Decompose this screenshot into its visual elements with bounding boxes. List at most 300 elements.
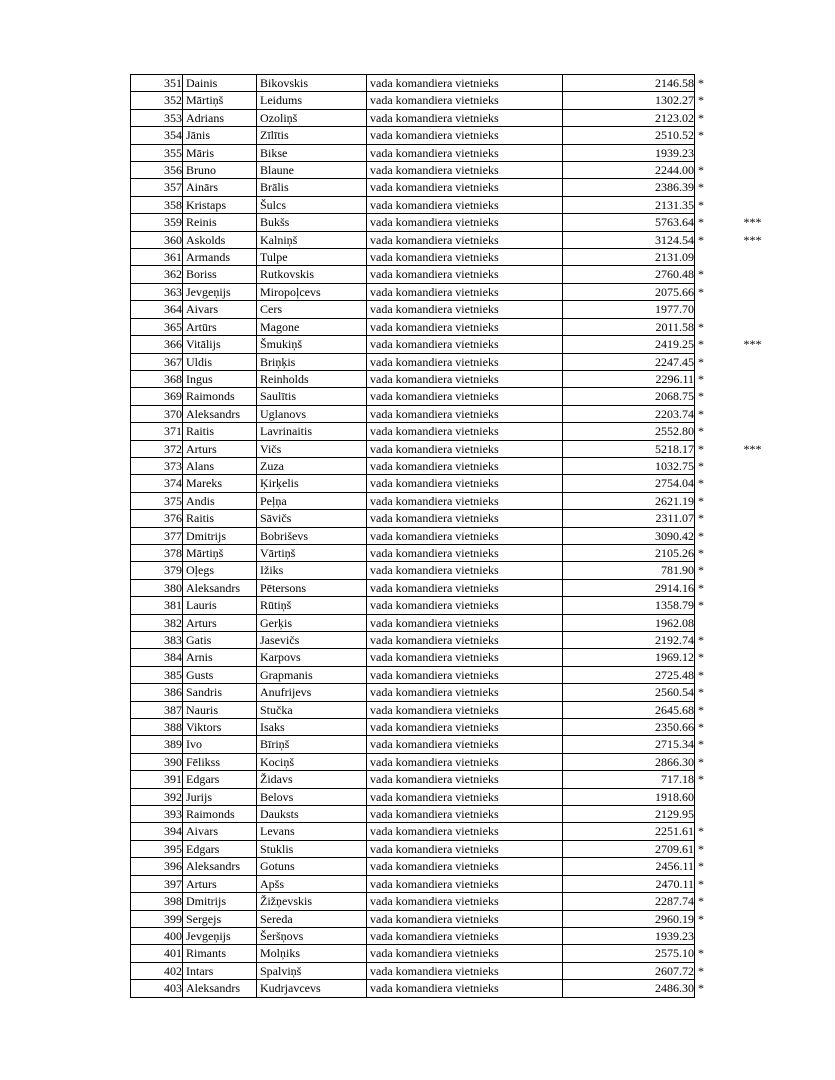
last-name: Rutkovskis [257, 266, 367, 283]
last-name: Židavs [257, 771, 367, 788]
amount: 2105.26 [563, 544, 695, 561]
flag-marker: * [698, 406, 704, 421]
table-row [131, 962, 762, 979]
table-row [131, 597, 762, 614]
flag-marker: * [698, 772, 704, 787]
note-marker [719, 492, 762, 509]
row-number: 403 [131, 980, 183, 997]
flag-marker: * [698, 128, 704, 143]
last-name: Lavrinaitis [257, 423, 367, 440]
flag-marker: * [698, 981, 704, 996]
table-row [131, 684, 762, 701]
last-name: Jasevičs [257, 632, 367, 649]
first-name: Ingus [183, 370, 257, 387]
amount: 2192.74 [563, 632, 695, 649]
salary-table [130, 74, 762, 998]
table-row [131, 788, 762, 805]
amount: 1977.70 [563, 301, 695, 318]
first-name: Ivo [183, 736, 257, 753]
table-row [131, 231, 762, 248]
last-name: Apšs [257, 875, 367, 892]
position: vada komandiera vietnieks [367, 179, 563, 196]
note-marker [719, 475, 762, 492]
note-marker [719, 144, 762, 161]
note-marker [719, 579, 762, 596]
amount: 2914.16 [563, 579, 695, 596]
note-marker [719, 527, 762, 544]
position: vada komandiera vietnieks [367, 196, 563, 213]
position: vada komandiera vietnieks [367, 910, 563, 927]
note-marker [719, 544, 762, 561]
table-row [131, 719, 762, 736]
note-marker [719, 423, 762, 440]
row-number: 390 [131, 753, 183, 770]
flag-marker: * [698, 946, 704, 961]
flag-marker: * [698, 284, 704, 299]
first-name: Dainis [183, 75, 257, 92]
table-row [131, 840, 762, 857]
first-name: Rimants [183, 945, 257, 962]
first-name: Boriss [183, 266, 257, 283]
first-name: Artūrs [183, 318, 257, 335]
amount: 2386.39 [563, 179, 695, 196]
flag-marker: * [698, 511, 704, 526]
position: vada komandiera vietnieks [367, 249, 563, 266]
note-marker [719, 806, 762, 823]
table-row [131, 162, 762, 179]
last-name: Vičs [257, 440, 367, 457]
flag-marker [695, 249, 719, 266]
table-row [131, 893, 762, 910]
position: vada komandiera vietnieks [367, 649, 563, 666]
amount: 2607.72 [563, 962, 695, 979]
table-row [131, 92, 762, 109]
row-number: 378 [131, 544, 183, 561]
table-row [131, 632, 762, 649]
note-marker [719, 858, 762, 875]
flag-marker: * [698, 685, 704, 700]
position: vada komandiera vietnieks [367, 127, 563, 144]
first-name: Aleksandrs [183, 858, 257, 875]
last-name: Vārtiņš [257, 544, 367, 561]
amount: 2296.11 [563, 370, 695, 387]
position: vada komandiera vietnieks [367, 231, 563, 248]
table-row [131, 283, 762, 300]
first-name: Dmitrijs [183, 527, 257, 544]
position: vada komandiera vietnieks [367, 962, 563, 979]
table-row [131, 858, 762, 875]
flag-marker: * [698, 598, 704, 613]
flag-marker: * [698, 441, 704, 456]
note-marker [719, 318, 762, 335]
last-name: Kociņš [257, 753, 367, 770]
first-name: Arturs [183, 440, 257, 457]
note-marker [719, 266, 762, 283]
row-number: 392 [131, 788, 183, 805]
flag-marker: * [698, 476, 704, 491]
amount: 2560.54 [563, 684, 695, 701]
flag-marker: * [698, 424, 704, 439]
note-marker [719, 910, 762, 927]
table-row [131, 249, 762, 266]
row-number: 396 [131, 858, 183, 875]
table-row [131, 127, 762, 144]
row-number: 373 [131, 457, 183, 474]
table-row [131, 736, 762, 753]
note-marker [719, 75, 762, 92]
amount: 3124.54 [563, 231, 695, 248]
note-marker [719, 196, 762, 213]
row-number: 361 [131, 249, 183, 266]
first-name: Raitis [183, 423, 257, 440]
last-name: Gotuns [257, 858, 367, 875]
position: vada komandiera vietnieks [367, 475, 563, 492]
first-name: Andis [183, 492, 257, 509]
position: vada komandiera vietnieks [367, 492, 563, 509]
amount: 2011.58 [563, 318, 695, 335]
note-marker [719, 701, 762, 718]
position: vada komandiera vietnieks [367, 336, 563, 353]
row-number: 376 [131, 510, 183, 527]
row-number: 367 [131, 353, 183, 370]
position: vada komandiera vietnieks [367, 353, 563, 370]
first-name: Mārtiņš [183, 544, 257, 561]
first-name: Aleksandrs [183, 405, 257, 422]
amount: 2123.02 [563, 109, 695, 126]
table-row [131, 945, 762, 962]
row-number: 364 [131, 301, 183, 318]
amount: 2470.11 [563, 875, 695, 892]
position: vada komandiera vietnieks [367, 214, 563, 231]
flag-marker: * [698, 720, 704, 735]
table-row [131, 875, 762, 892]
amount: 1939.23 [563, 144, 695, 161]
last-name: Stučka [257, 701, 367, 718]
first-name: Fēlikss [183, 753, 257, 770]
first-name: Lauris [183, 597, 257, 614]
last-name: Bīriņš [257, 736, 367, 753]
last-name: Zīlītis [257, 127, 367, 144]
last-name: Magone [257, 318, 367, 335]
first-name: Adrians [183, 109, 257, 126]
last-name: Kudrjavcevs [257, 980, 367, 997]
table-row [131, 109, 762, 126]
amount: 1939.23 [563, 927, 695, 944]
note-marker [719, 109, 762, 126]
amount: 2247.45 [563, 353, 695, 370]
position: vada komandiera vietnieks [367, 162, 563, 179]
last-name: Zuza [257, 457, 367, 474]
amount: 2131.09 [563, 249, 695, 266]
amount: 2510.52 [563, 127, 695, 144]
first-name: Kristaps [183, 196, 257, 213]
position: vada komandiera vietnieks [367, 283, 563, 300]
last-name: Šmukiņš [257, 336, 367, 353]
last-name: Žižņevskis [257, 893, 367, 910]
amount: 1969.12 [563, 649, 695, 666]
note-marker [719, 719, 762, 736]
last-name: Ozoliņš [257, 109, 367, 126]
row-number: 397 [131, 875, 183, 892]
first-name: Mārtiņš [183, 92, 257, 109]
row-number: 387 [131, 701, 183, 718]
last-name: Peļņa [257, 492, 367, 509]
flag-marker: * [698, 389, 704, 404]
note-marker [719, 179, 762, 196]
first-name: Aivars [183, 301, 257, 318]
flag-marker: * [698, 737, 704, 752]
table-row [131, 806, 762, 823]
row-number: 384 [131, 649, 183, 666]
flag-marker: * [698, 371, 704, 386]
last-name: Grapmanis [257, 666, 367, 683]
note-marker [719, 388, 762, 405]
amount: 2960.19 [563, 910, 695, 927]
position: vada komandiera vietnieks [367, 405, 563, 422]
position: vada komandiera vietnieks [367, 684, 563, 701]
first-name: Viktors [183, 719, 257, 736]
last-name: Cers [257, 301, 367, 318]
amount: 2866.30 [563, 753, 695, 770]
last-name: Uglanovs [257, 405, 367, 422]
note-marker [719, 597, 762, 614]
amount: 2311.07 [563, 510, 695, 527]
note-marker [719, 249, 762, 266]
first-name: Dmitrijs [183, 893, 257, 910]
row-number: 358 [131, 196, 183, 213]
position: vada komandiera vietnieks [367, 544, 563, 561]
row-number: 400 [131, 927, 183, 944]
row-number: 366 [131, 336, 183, 353]
position: vada komandiera vietnieks [367, 875, 563, 892]
table-row [131, 179, 762, 196]
amount: 5763.64 [563, 214, 695, 231]
note-marker [719, 127, 762, 144]
first-name: Aivars [183, 823, 257, 840]
last-name: Šulcs [257, 196, 367, 213]
position: vada komandiera vietnieks [367, 736, 563, 753]
last-name: Spalviņš [257, 962, 367, 979]
flag-marker: * [698, 458, 704, 473]
amount: 1358.79 [563, 597, 695, 614]
row-number: 391 [131, 771, 183, 788]
last-name: Levans [257, 823, 367, 840]
amount: 781.90 [563, 562, 695, 579]
row-number: 369 [131, 388, 183, 405]
note-marker [719, 92, 762, 109]
first-name: Raimonds [183, 388, 257, 405]
row-number: 370 [131, 405, 183, 422]
note-marker [719, 962, 762, 979]
position: vada komandiera vietnieks [367, 440, 563, 457]
flag-marker: * [698, 197, 704, 212]
row-number: 383 [131, 632, 183, 649]
flag-marker: * [698, 841, 704, 856]
position: vada komandiera vietnieks [367, 423, 563, 440]
first-name: Arnis [183, 649, 257, 666]
amount: 2146.58 [563, 75, 695, 92]
note-marker [719, 875, 762, 892]
note-marker: *** [743, 232, 762, 247]
flag-marker [695, 144, 719, 161]
note-marker [719, 893, 762, 910]
flag-marker [695, 301, 719, 318]
row-number: 385 [131, 666, 183, 683]
row-number: 372 [131, 440, 183, 457]
row-number: 380 [131, 579, 183, 596]
row-number: 363 [131, 283, 183, 300]
flag-marker: * [698, 824, 704, 839]
row-number: 359 [131, 214, 183, 231]
note-marker [719, 771, 762, 788]
note-marker [719, 370, 762, 387]
position: vada komandiera vietnieks [367, 840, 563, 857]
first-name: Edgars [183, 840, 257, 857]
amount: 2203.74 [563, 405, 695, 422]
flag-marker: * [698, 754, 704, 769]
last-name: Gerķis [257, 614, 367, 631]
amount: 1302.27 [563, 92, 695, 109]
position: vada komandiera vietnieks [367, 562, 563, 579]
last-name: Sereda [257, 910, 367, 927]
row-number: 356 [131, 162, 183, 179]
last-name: Šeršņovs [257, 927, 367, 944]
row-number: 360 [131, 231, 183, 248]
table-row [131, 318, 762, 335]
row-number: 382 [131, 614, 183, 631]
amount: 2754.04 [563, 475, 695, 492]
table-row [131, 353, 762, 370]
position: vada komandiera vietnieks [367, 388, 563, 405]
first-name: Jānis [183, 127, 257, 144]
flag-marker: * [698, 650, 704, 665]
position: vada komandiera vietnieks [367, 927, 563, 944]
position: vada komandiera vietnieks [367, 753, 563, 770]
last-name: Kalniņš [257, 231, 367, 248]
note-marker [719, 788, 762, 805]
flag-marker [695, 927, 719, 944]
last-name: Bikovskis [257, 75, 367, 92]
amount: 2575.10 [563, 945, 695, 962]
note-marker [719, 510, 762, 527]
table-row [131, 980, 762, 997]
first-name: Armands [183, 249, 257, 266]
amount: 2131.35 [563, 196, 695, 213]
row-number: 381 [131, 597, 183, 614]
note-marker [719, 736, 762, 753]
table-row [131, 457, 762, 474]
table-row [131, 196, 762, 213]
position: vada komandiera vietnieks [367, 144, 563, 161]
row-number: 394 [131, 823, 183, 840]
row-number: 357 [131, 179, 183, 196]
table-row [131, 614, 762, 631]
position: vada komandiera vietnieks [367, 788, 563, 805]
first-name: Intars [183, 962, 257, 979]
amount: 2419.25 [563, 336, 695, 353]
last-name: Reinholds [257, 370, 367, 387]
position: vada komandiera vietnieks [367, 945, 563, 962]
flag-marker: * [698, 337, 704, 352]
row-number: 353 [131, 109, 183, 126]
last-name: Molņiks [257, 945, 367, 962]
table-row [131, 440, 762, 457]
note-marker [719, 666, 762, 683]
flag-marker: * [698, 93, 704, 108]
last-name: Isaks [257, 719, 367, 736]
note-marker [719, 405, 762, 422]
position: vada komandiera vietnieks [367, 266, 563, 283]
last-name: Brālis [257, 179, 367, 196]
note-marker [719, 823, 762, 840]
flag-marker: * [698, 528, 704, 543]
flag-marker: * [698, 180, 704, 195]
position: vada komandiera vietnieks [367, 75, 563, 92]
flag-marker: * [698, 963, 704, 978]
position: vada komandiera vietnieks [367, 527, 563, 544]
table-row [131, 75, 762, 92]
note-marker [719, 283, 762, 300]
note-marker [719, 980, 762, 997]
position: vada komandiera vietnieks [367, 597, 563, 614]
last-name: Anufrijevs [257, 684, 367, 701]
last-name: Rūtiņš [257, 597, 367, 614]
note-marker [719, 649, 762, 666]
position: vada komandiera vietnieks [367, 614, 563, 631]
first-name: Aleksandrs [183, 980, 257, 997]
table-row [131, 771, 762, 788]
position: vada komandiera vietnieks [367, 823, 563, 840]
row-number: 365 [131, 318, 183, 335]
position: vada komandiera vietnieks [367, 980, 563, 997]
table-row [131, 753, 762, 770]
row-number: 352 [131, 92, 183, 109]
flag-marker: * [698, 76, 704, 90]
last-name: Briņķis [257, 353, 367, 370]
note-marker [719, 301, 762, 318]
note-marker [719, 684, 762, 701]
row-number: 401 [131, 945, 183, 962]
last-name: Stuklis [257, 840, 367, 857]
amount: 2715.34 [563, 736, 695, 753]
row-number: 395 [131, 840, 183, 857]
table-row [131, 544, 762, 561]
row-number: 375 [131, 492, 183, 509]
last-name: Pētersons [257, 579, 367, 596]
last-name: Bobriševs [257, 527, 367, 544]
row-number: 389 [131, 736, 183, 753]
flag-marker: * [698, 319, 704, 334]
note-marker [719, 945, 762, 962]
amount: 2486.30 [563, 980, 695, 997]
position: vada komandiera vietnieks [367, 858, 563, 875]
position: vada komandiera vietnieks [367, 666, 563, 683]
note-marker [719, 632, 762, 649]
table-row [131, 649, 762, 666]
flag-marker: * [698, 667, 704, 682]
row-number: 362 [131, 266, 183, 283]
position: vada komandiera vietnieks [367, 806, 563, 823]
flag-marker: * [698, 580, 704, 595]
last-name: Tulpe [257, 249, 367, 266]
amount: 2251.61 [563, 823, 695, 840]
position: vada komandiera vietnieks [367, 632, 563, 649]
row-number: 351 [131, 75, 183, 92]
table-row [131, 266, 762, 283]
last-name: Ķirķelis [257, 475, 367, 492]
position: vada komandiera vietnieks [367, 893, 563, 910]
position: vada komandiera vietnieks [367, 318, 563, 335]
